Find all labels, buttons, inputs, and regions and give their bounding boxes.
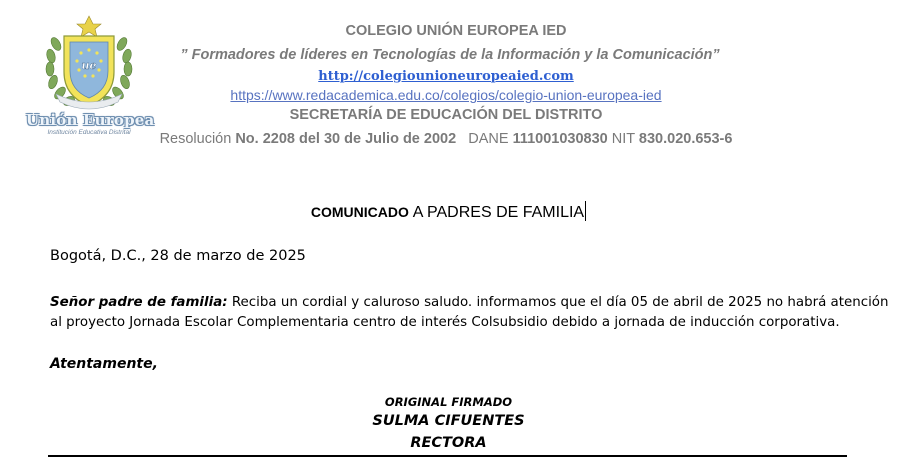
title-part-2: A PADRES DE FAMILIA	[412, 204, 585, 221]
paragraph-line-1	[50, 295, 889, 310]
school-name: COLEGIO UNIÓN EUROPEA IED	[345, 23, 567, 39]
signature-original-note: ORIGINAL FIRMADO	[384, 395, 513, 409]
logo-school-name: Unión Europea	[26, 111, 155, 129]
date-line: Bogotá, D.C., 28 de marzo de 2025	[50, 248, 306, 264]
paragraph-line-2: al proyecto Jornada Escolar Complementaria centro de interés Colsubsidio debido a jornada de inducción corporativa.	[50, 315, 840, 330]
resolution-value: No. 2208 del 30 de Julio de 2002	[235, 131, 457, 147]
redacademica-link[interactable]: https://www.redacademica.edu.co/colegios/colegio-union-europea-ied	[230, 87, 662, 103]
school-motto: ” Formadores de líderes en Tecnologías de la Información y la Comunicación”	[180, 47, 720, 63]
title-part-1: COMUNICADO	[310, 204, 413, 220]
resolution-line	[136, 131, 756, 147]
dane-value: 111001030830	[512, 131, 608, 147]
nit-label: NIT	[607, 131, 639, 147]
greeting: Señor padre de familia:	[50, 295, 228, 310]
text-cursor	[585, 201, 586, 221]
footer-divider	[48, 455, 847, 457]
svg-text:ue: ue	[81, 59, 97, 72]
signatory-name: SULMA CIFUENTES	[372, 413, 525, 429]
nit-value: 830.020.653-6	[638, 131, 733, 147]
document-title[interactable]	[0, 201, 897, 222]
resolution-label: Resolución	[159, 131, 236, 147]
signatory-role: RECTORA	[410, 435, 487, 451]
school-website-link[interactable]: http://colegiounioneuropeaied.com	[318, 69, 574, 84]
dane-label: DANE	[468, 131, 513, 147]
secretaria-heading: SECRETARÍA DE EDUCACIÓN DEL DISTRITO	[289, 107, 603, 123]
school-crest-logo	[26, 14, 155, 138]
closing: Atentamente,	[50, 356, 158, 372]
paragraph-text-1: Reciba un cordial y caluroso saludo. informamos que el día 05 de abril de 2025 no habrá atención	[227, 295, 889, 310]
logo-subtitle: Institución Educativa Distrital	[47, 129, 131, 136]
